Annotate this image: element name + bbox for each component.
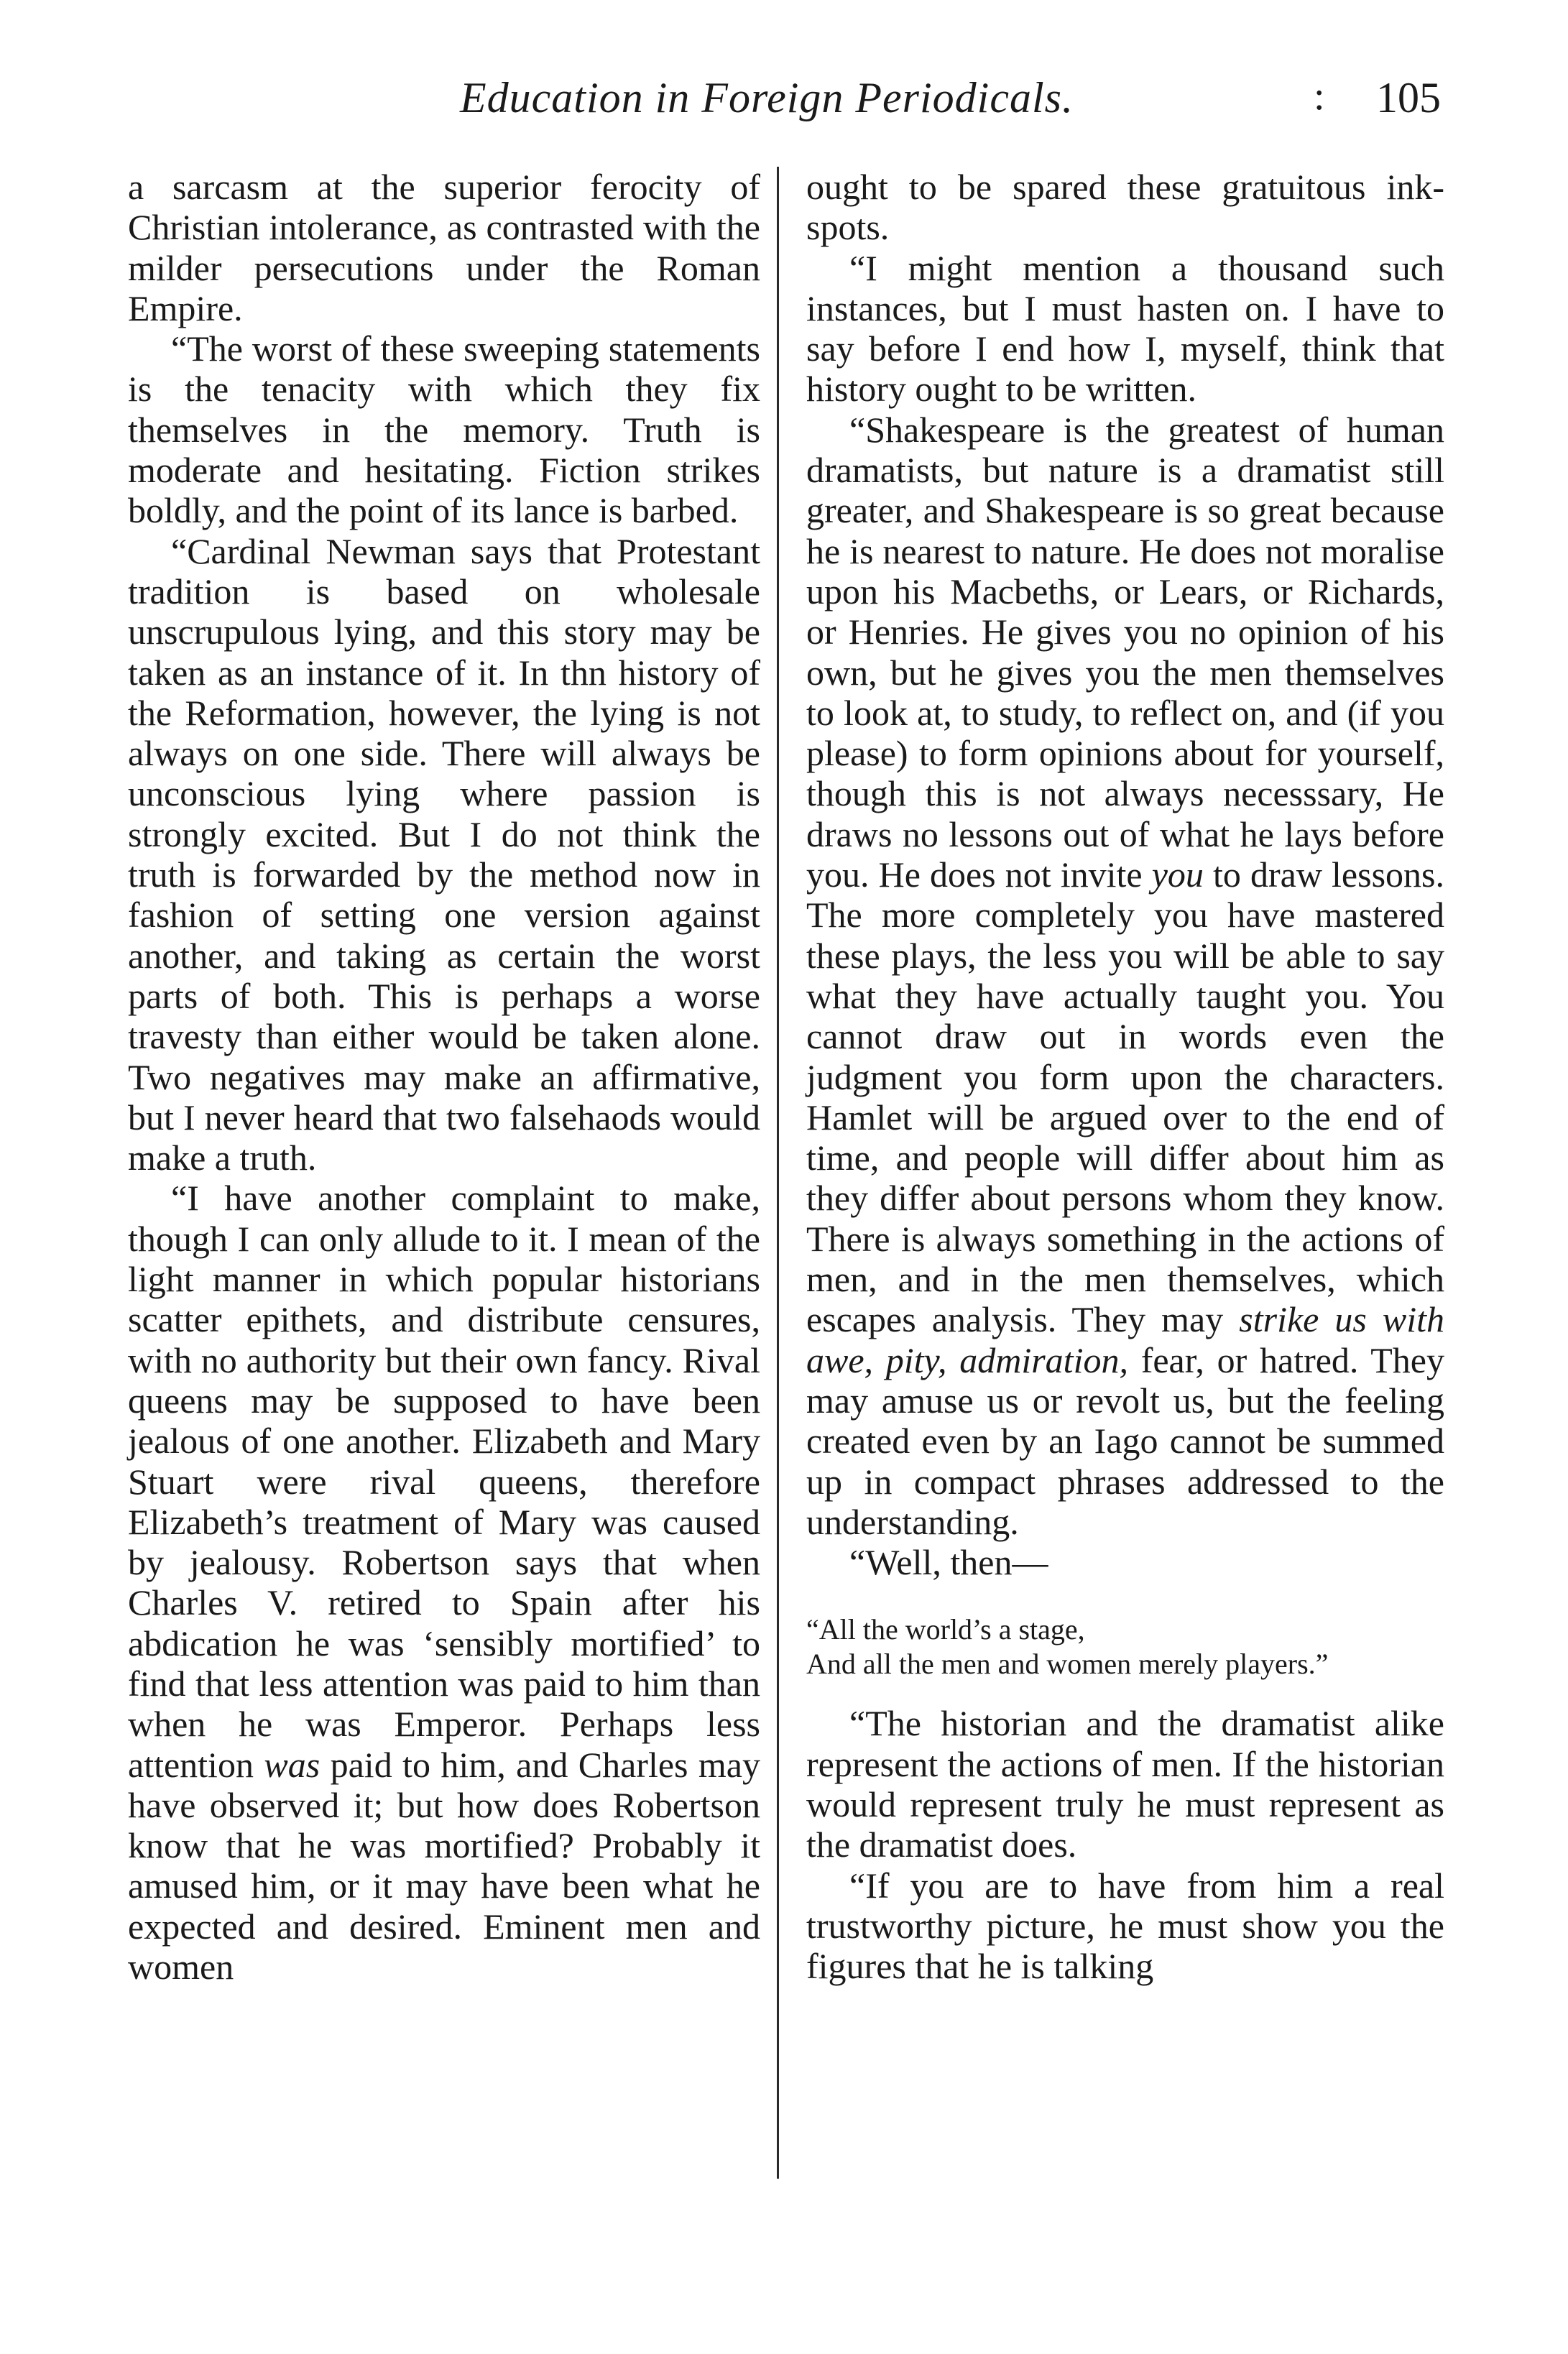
right-paragraph-4: “Well, then— xyxy=(849,1542,1048,1583)
left-paragraph-3: “Cardinal Newman says that Protestant tradition is based on wholesale unscrupulous lying, and this story may be taken as an instance of it. In thn history of the Reformation, however, the lying is not always on one side. There will always be unconscious lying where passion is strongly excited. But I do not think the truth is forwarded by the method now in fashion of setting one version against another, and taking as certain the worst parts of both. This is perhaps a worse travesty than either would be taken alone. Two negatives may make an affirmative, but I never heard that two falsehaods would make a truth. xyxy=(128,530,760,1178)
right-paragraph-3 xyxy=(806,410,1444,1542)
left-paragraph-4-text-a: “I have another complaint to make, though I can only allude to it. I mean of the light manner in which popular historians scatter epithets, and distribute censures, with no authority but their own fancy. Rival queens may be supposed to have been jealous of one another. Elizabeth and Mary Stuart were rival queens, therefore Elizabeth’s treatment of Mary was caused by jealousy. Robertson says that when Charles V. retired to Spain after his abdication he was ‘sensibly mortified’ to find that less attention was paid to him than when he was Emperor. Perhaps less attention xyxy=(128,1178,760,1785)
quote-line-1: “All the world’s a stage, xyxy=(806,1613,1085,1646)
left-paragraph-4-italic-was: was xyxy=(264,1744,320,1785)
page-header xyxy=(0,66,1568,131)
page-number: 105 xyxy=(1376,74,1441,121)
right-paragraph-3-text-a: “Shakespeare is the greatest of human dramatists, but nature is a dramatist still greater, and Shakespeare is so great because he is nearest to nature. He does not moralise upon his Macbeths, or Lears, or Richards, or Henries. He gives you no opinion of his own, but he gives you the men themselves to look at, to study, to reflect on, and (if you please) to form opinions about for yourself, though this is not always necesssary, He draws no lessons out of what he lays before you. He does not invite xyxy=(806,409,1444,895)
column-divider xyxy=(777,167,779,2179)
right-column xyxy=(806,167,1444,1986)
left-paragraph-4-text-b: paid to him, and Charles may have observed it; but how does Robertson know that he was mortified? Probably it amused him, or it may have been what he expected and desired. Eminent men and women xyxy=(128,1744,760,1988)
right-paragraph-3-italic-phrase: strike us with awe, pity, admiration, xyxy=(806,1299,1444,1380)
left-column xyxy=(128,167,760,1987)
shakespeare-quote xyxy=(806,1612,1444,1681)
left-paragraph-4 xyxy=(128,1178,760,1987)
running-title: Education in Foreign Periodicals. xyxy=(460,74,1074,121)
left-paragraph-2: “The worst of these sweeping statements is the tenacity with which they fix themselves in the memory. Truth is moderate and hesitating. Fiction strikes boldly, and the point of its lance is barbed. xyxy=(128,328,760,531)
right-paragraph-3-text-c: fear, or hatred. They may amuse us or revolt us, but the feeling created even by an Iago cannot be summed up in compact phrases addressed to the understanding. xyxy=(806,1339,1444,1542)
left-paragraph-1: a sarcasm at the superior ferocity of Christian intolerance, as contrasted with the milder persecutions under the Roman Empire. xyxy=(128,167,760,328)
right-paragraph-6: “If you are to have from him a real trustworthy picture, he must show you the figures that he is talking xyxy=(806,1865,1444,1987)
right-paragraph-2: “I might mention a thousand such instances, but I must hasten on. I have to say before I end how I, myself, think that history ought to be written. xyxy=(806,247,1444,410)
right-paragraph-3-italic-you: you xyxy=(1151,854,1204,895)
right-paragraph-1: ought to be spared these gratuitous ink-spots. xyxy=(806,167,1444,248)
quote-line-2: And all the men and women merely players.” xyxy=(806,1648,1329,1681)
right-paragraph-3-text-b: to draw lessons. The more completely you have mastered these plays, the less you will be able to say what they have actually taught you. You cannot draw out in words even the judgment you form upon the characters. Hamlet will be argued over to the end of time, and people will differ about him as they differ about persons whom they know. There is always something in the actions of men, and in the men themselves, which escapes analysis. They may xyxy=(806,854,1444,1340)
header-colon-mark: : xyxy=(1314,74,1325,119)
right-paragraph-5: “The historian and the dramatist alike represent the actions of men. If the historian would represent truly he must represent as the dramatist does. xyxy=(806,1703,1444,1865)
